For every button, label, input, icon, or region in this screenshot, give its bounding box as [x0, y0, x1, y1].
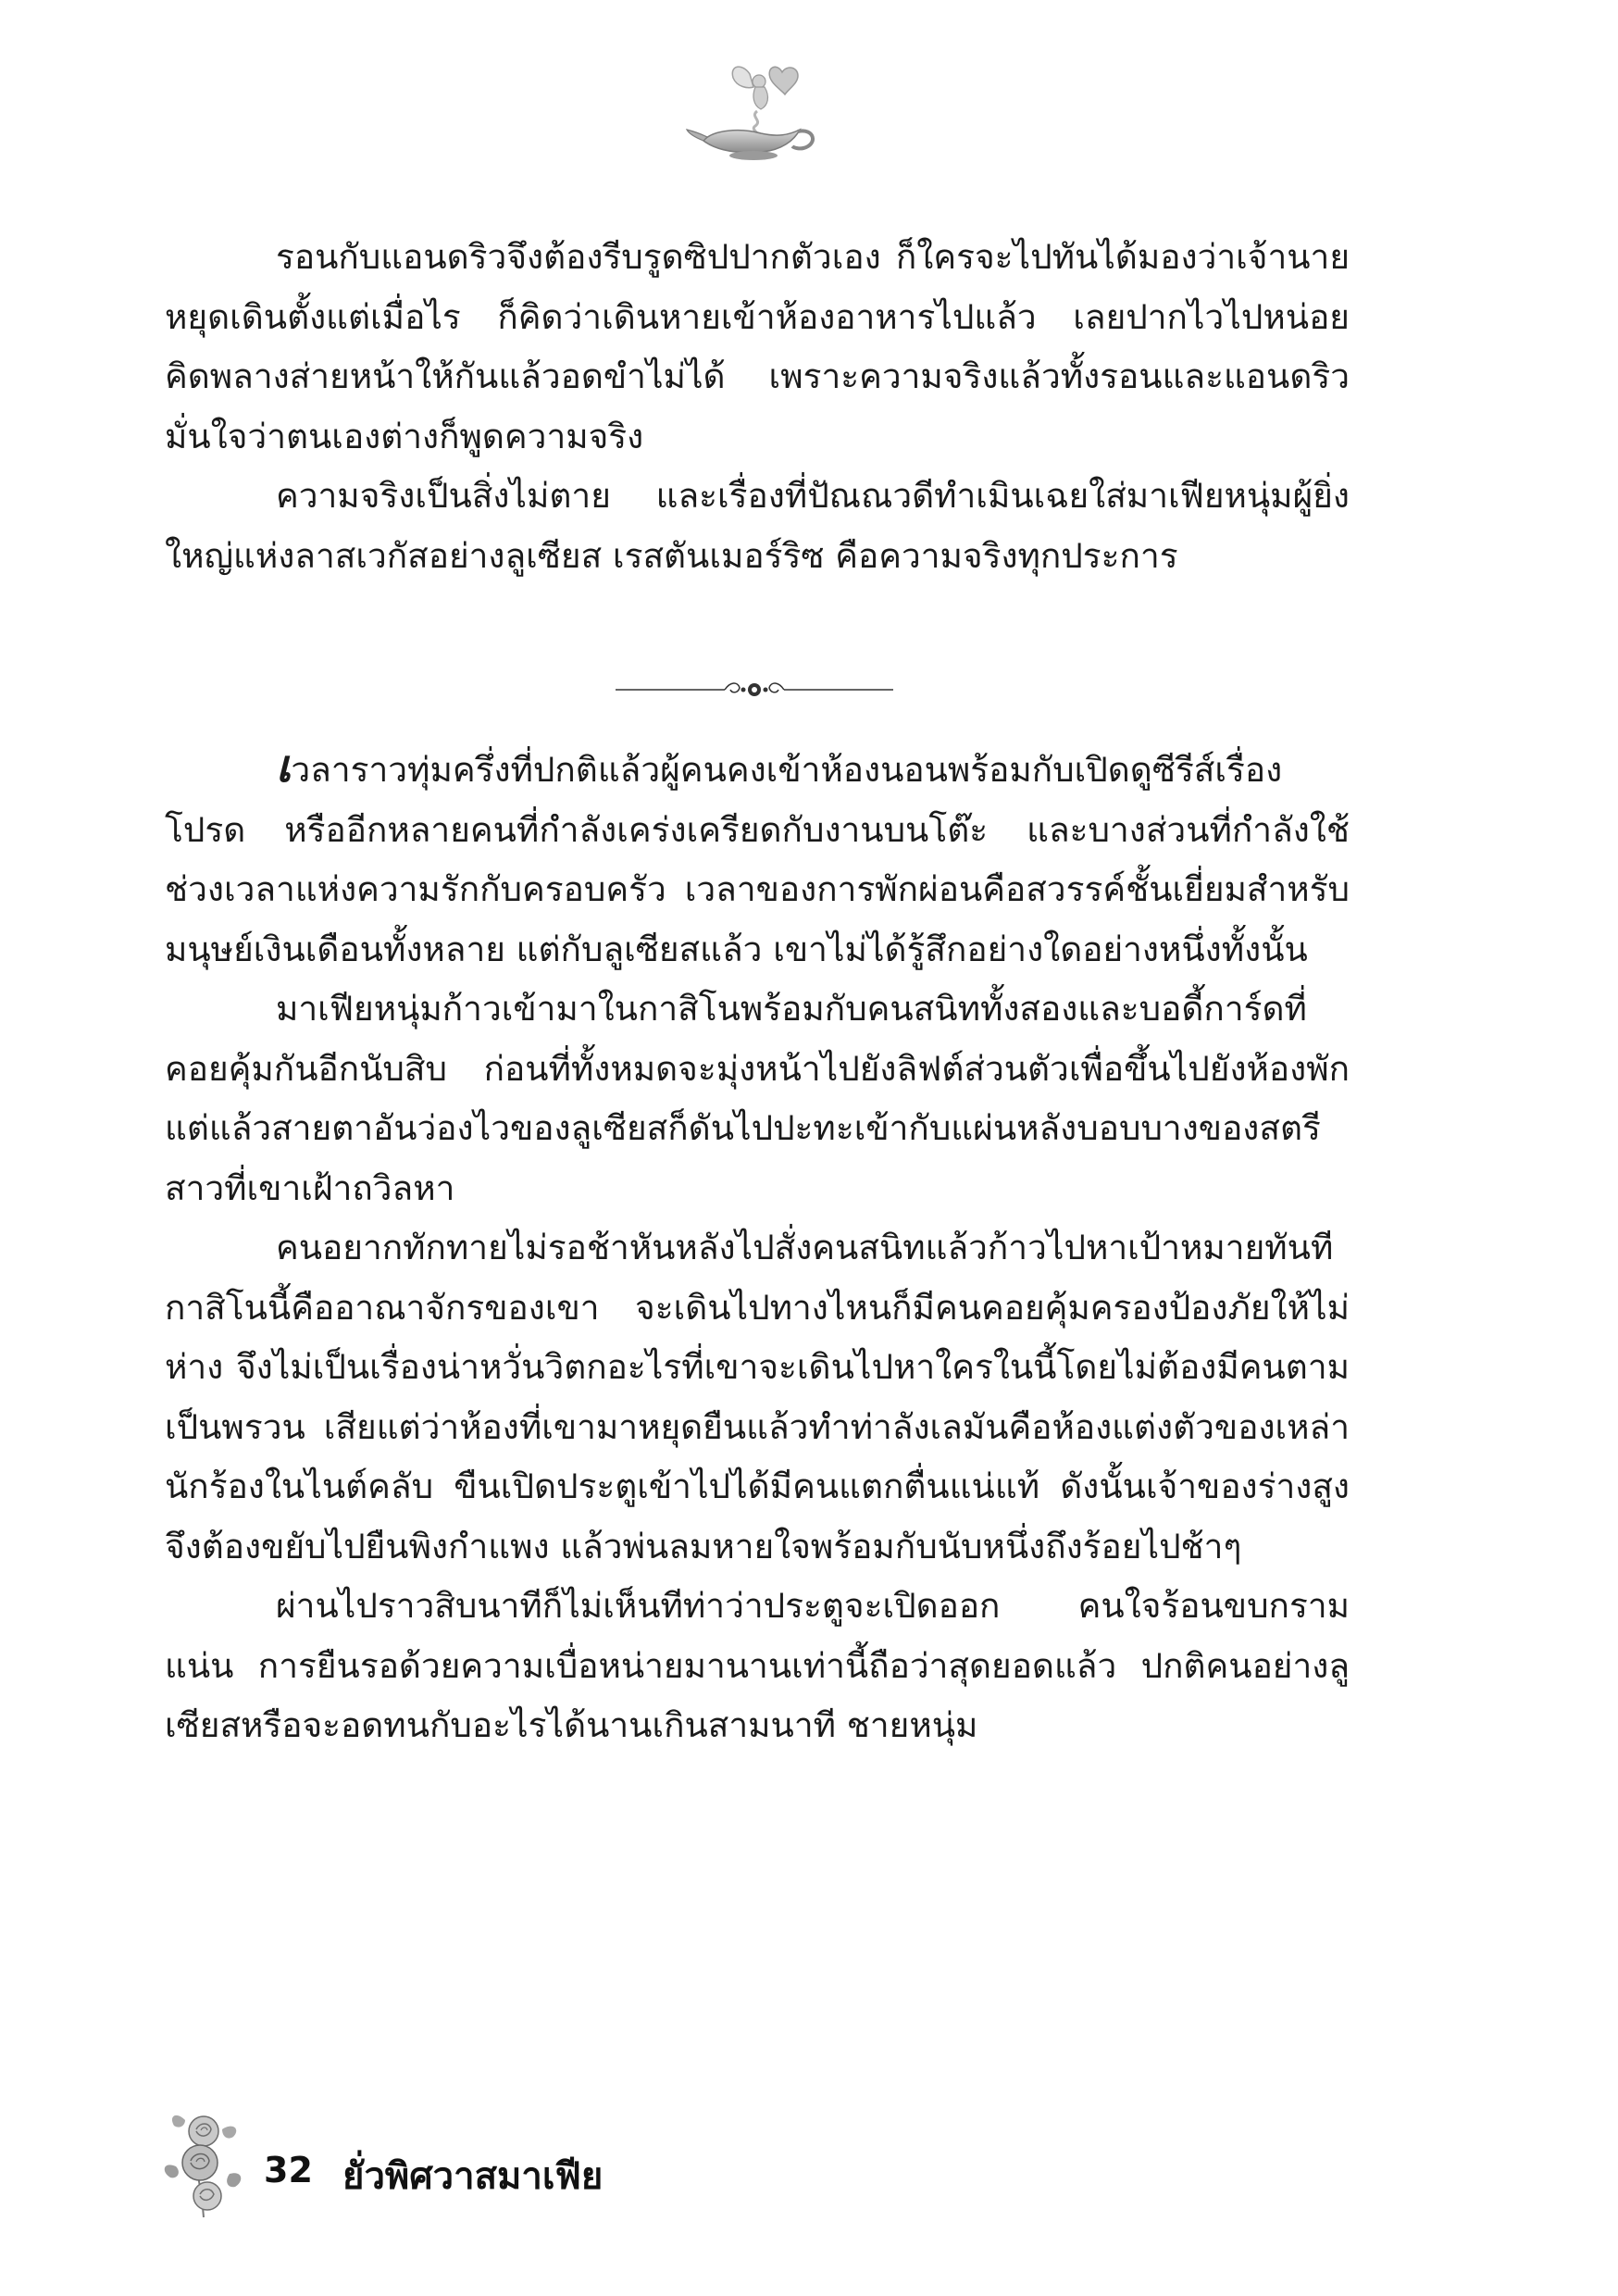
page-number: 32 — [264, 2150, 313, 2190]
paragraph: รอนกับแอนดริวจึงต้องรีบรูดซิปปากตัวเอง ก็ใครจะไปทันได้มองว่าเจ้านายหยุดเดินตั้งแต่เมื่อไร ก็คิดว่าเดินหายเข้าห้องอาหารไปแล้ว เลยปากไวไปหน่อย คิดพลางส่ายหน้าให้กันแล้วอดขำไม่ได้ เพราะความจริงแล้วทั้งรอนและแอนดริวมั่นใจว่าตนเองต่างก็พูดความจริง — [165, 237, 1350, 456]
paragraph: มาเฟียหนุ่มก้าวเข้ามาในกาสิโนพร้อมกับคนสนิททั้งสองและบอดี้การ์ดที่คอยคุ้มกันอีกนับสิบ ก่อนที่ทั้งหมดจะมุ่งหน้าไปยังลิฟต์ส่วนตัวเพื่อขึ้นไปยังห้องพัก แต่แล้วสายตาอันว่องไวของลูเซียสก็ดันไปปะทะเข้ากับแผ่นหลังบอบบางของสตรีสาวที่เขาเฝ้าถวิลหา — [165, 989, 1350, 1208]
rose-flower-icon — [157, 2102, 250, 2222]
section-1 — [165, 228, 1350, 586]
book-title: ยั่วพิศวาสมาเฟีย — [342, 2155, 604, 2198]
paragraph: คนอยากทักทายไม่รอช้าหันหลังไปสั่งคนสนิทแล้วก้าวไปหาเป้าหมายทันที กาสิโนนี้คืออาณาจักรของเขา จะเดินไปทางไหนก็มีคนคอยคุ้มครองป้องภัยให้ไม่ห่าง จึงไม่เป็นเรื่องน่าหวั่นวิตกอะไรที่เขาจะเดินไปหาใครในนี้โดยไม่ต้องมีคนตามเป็นพรวน เสียแต่ว่าห้องที่เขามาหยุดยืนแล้วทำท่าลังเลมันคือห้องแต่งตัวของเหล่านักร้องในไนต์คลับ ขืนเปิดประตูเข้าไปได้มีคนแตกตื่นแน่แท้ ดังนั้นเจ้าของร่างสูงจึงต้องขยับไปยืนพิงกำแพง แล้วพ่นลมหายใจพร้อมกับนับหนึ่งถึงร้อยไปช้าๆ — [165, 1228, 1350, 1566]
genie-lamp-icon — [685, 56, 824, 167]
page-footer — [157, 2102, 713, 2222]
paragraph — [165, 737, 1350, 980]
paragraph: ผ่านไปราวสิบนาทีก็ไม่เห็นทีท่าว่าประตูจะเปิดออก คนใจร้อนขบกรามแน่น การยืนรอด้วยความเบื่อหน่ายมานานเท่านี้ถือว่าสุดยอดแล้ว ปกติคนอย่างลูเซียสหรือจะอดทนกับอะไรได้นานเกินสามนาที ชายหนุ่ม — [165, 1586, 1350, 1745]
paragraph-text: วลาราวทุ่มครึ่งที่ปกติแล้วผู้คนคงเข้าห้องนอนพร้อมกับเปิดดูซีรีส์เรื่องโปรด หรืออีกหลายคนที่กำลังเคร่งเครียดกับงานบนโต๊ะ และบางส่วนที่กำลังใช้ช่วงเวลาแห่งความรักกับครอบครัว เวลาของการพักผ่อนคือสวรรค์ชั้นเยี่ยมสำหรับมนุษย์เงินเดือนทั้งหลาย แต่กับลูเซียสแล้ว เขาไม่ได้รู้สึกอย่างใดอย่างหนึ่งทั้งนั้น — [165, 750, 1350, 969]
section-2 — [165, 737, 1350, 1756]
drop-cap: เ — [276, 741, 292, 792]
paragraph: ความจริงเป็นสิ่งไม่ตาย และเรื่องที่ปัณณวดีทำเมินเฉยใส่มาเฟียหนุ่มผู้ยิ่งใหญ่แห่งลาสเวกัสอย่างลูเซียส เรสตันเมอร์ริซ คือความจริงทุกประการ — [165, 476, 1350, 576]
flourish-divider-icon — [616, 676, 893, 704]
